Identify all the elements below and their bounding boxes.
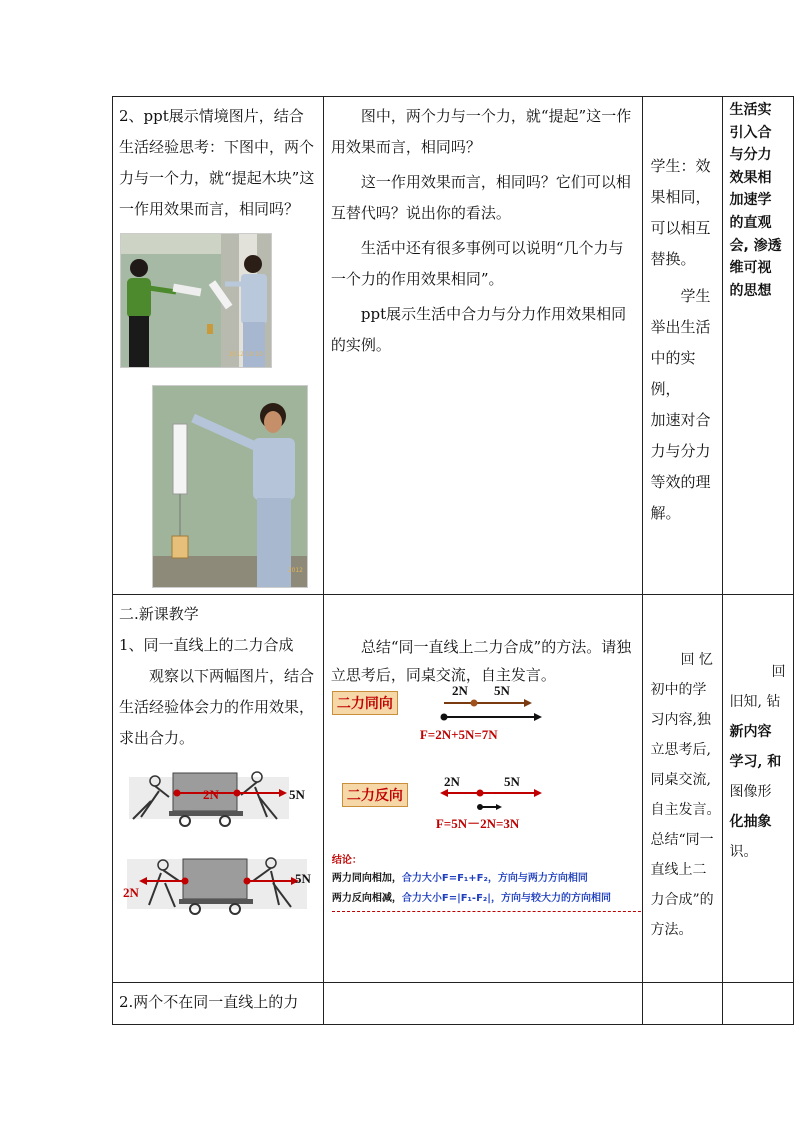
text-line: 效果相 <box>729 169 772 186</box>
situation-question: 2、ppt展示情境图片，结合生活经验思考：下图中，两个力与一个力，就“提起木块”这一作用效果而言，相同吗？ <box>119 107 315 218</box>
text-line: 化抽象 <box>729 814 772 830</box>
force-label: 2N <box>443 774 460 789</box>
row3-col4 <box>723 983 794 1025</box>
text-line: 图像形 <box>729 784 772 800</box>
row1-col3 <box>643 97 723 595</box>
text-line: 解。 <box>650 504 681 522</box>
force-label: 2N <box>203 787 219 802</box>
text-line: 习内容,独 <box>650 712 711 728</box>
section-title: 2.两个不在同一直线上的力 <box>119 993 299 1011</box>
paragraph: 图中，两个力与一个力，就“提起”这一作用效果而言，相同吗？ <box>330 107 632 156</box>
text-line: 果相同， <box>650 188 711 206</box>
text-line: 加速学 <box>729 192 772 209</box>
table-row <box>113 97 794 595</box>
opposite-direction-equation: F=5N－2N=3N <box>435 816 520 831</box>
row1-col2 <box>323 97 643 595</box>
text-line: 识。 <box>729 844 758 860</box>
row1-col1 <box>113 97 324 595</box>
row1-col4 <box>723 97 794 595</box>
text-line: 的直观 <box>729 214 772 231</box>
row2-col2 <box>323 595 643 983</box>
text-line: 旧知, 钻 <box>729 694 781 710</box>
text-line: 力与分力 <box>650 442 711 460</box>
text-line: 替换。 <box>650 250 696 268</box>
text-line: 力合成”的 <box>650 892 714 908</box>
table-row <box>113 595 794 983</box>
cart-diagram-opposite-direction <box>121 851 321 923</box>
text-line: 学生 <box>680 287 711 305</box>
force-label: 5N <box>503 774 520 789</box>
conclusion-rule: 两力同向相加， <box>331 873 402 884</box>
photo-timestamp: 2012 <box>287 567 303 574</box>
force-label: 2N <box>451 683 468 698</box>
row2-col3 <box>643 595 723 983</box>
paragraph: 这一作用效果而言，相同吗？它们可以相互替代吗？说出你的看法。 <box>330 173 631 222</box>
same-direction-equation: F=2N+5N=7N <box>419 727 498 742</box>
section-title: 二.新课教学 <box>119 605 199 623</box>
row2-col1 <box>113 595 324 983</box>
text-line: 总结“同一 <box>650 832 714 848</box>
paragraph: ppt展示生活中合力与分力作用效果相同的实例。 <box>330 305 627 354</box>
text-line: 生活实 <box>729 102 772 118</box>
text-line: 等效的理 <box>650 473 711 491</box>
text-line: 会, 渗透 <box>729 237 782 254</box>
paragraph: 生活中还有很多事例可以说明“几个力与一个力的作用效果相同”。 <box>330 239 624 288</box>
text-line: 立思考后, <box>650 742 711 758</box>
row2-col4 <box>723 595 794 983</box>
table-row <box>113 983 794 1025</box>
observe-instruction: 观察以下两幅图片，结合生活经验体会力的作用效果，求出合力。 <box>119 667 315 747</box>
same-direction-diagram <box>436 683 546 727</box>
conclusion-rule: 两力反向相减， <box>331 893 402 904</box>
text-line: 初中的学 <box>650 682 707 698</box>
text-line: 回 忆 <box>680 652 713 668</box>
conclusion-rule: 合力大小F=|F₁-F₂|，方向与较大力的方向相同 <box>401 893 611 904</box>
force-label: 5N <box>493 683 510 698</box>
photo-timestamp: 2012 10 10 <box>228 351 263 358</box>
lesson-plan-table <box>112 96 794 1025</box>
force-label: 5N <box>289 787 305 802</box>
row3-col3 <box>643 983 723 1025</box>
opposite-direction-diagram <box>436 773 546 817</box>
text-line: 举出生活 <box>650 318 711 336</box>
text-line: 维可视 <box>729 260 772 277</box>
text-line: 引入合 <box>729 124 772 141</box>
subsection-title: 1、同一直线上的二力合成 <box>119 636 294 654</box>
text-line: 可以相互 <box>650 219 711 237</box>
text-line: 直线上二 <box>650 862 707 878</box>
row3-col1 <box>113 983 324 1025</box>
text-line: 自主发言。 <box>650 802 721 818</box>
text-line: 加速对合 <box>650 411 711 429</box>
opposite-direction-label: 二力反向 <box>342 783 408 807</box>
photo-two-forces <box>120 233 272 368</box>
force-label: 2N <box>123 885 139 900</box>
conclusion-title: 结论： <box>331 855 362 866</box>
text-line: 与分力 <box>729 147 772 164</box>
text-line: 同桌交流, <box>650 772 711 788</box>
row3-col2 <box>323 983 643 1025</box>
text-line: 新内容 <box>729 724 772 740</box>
text-line: 学生：效 <box>650 157 711 175</box>
text-line: 方法。 <box>650 922 693 938</box>
text-line: 的思想 <box>729 282 772 299</box>
conclusion-box <box>332 853 643 912</box>
text-line: 学习, 和 <box>729 754 782 770</box>
photo-one-force <box>152 385 308 588</box>
conclusion-rule: 合力大小F=F₁+F₂，方向与两力方向相同 <box>401 873 588 884</box>
force-label: 5N <box>295 871 311 886</box>
cart-diagram-same-direction <box>129 767 319 831</box>
same-direction-label: 二力同向 <box>332 691 398 715</box>
summary-instruction: 总结“同一直线上二力合成”的方法。请独立思考后，同桌交流，自主发言。 <box>330 638 632 684</box>
text-line: 中的实例， <box>650 349 696 398</box>
text-line: 回 <box>771 664 786 680</box>
